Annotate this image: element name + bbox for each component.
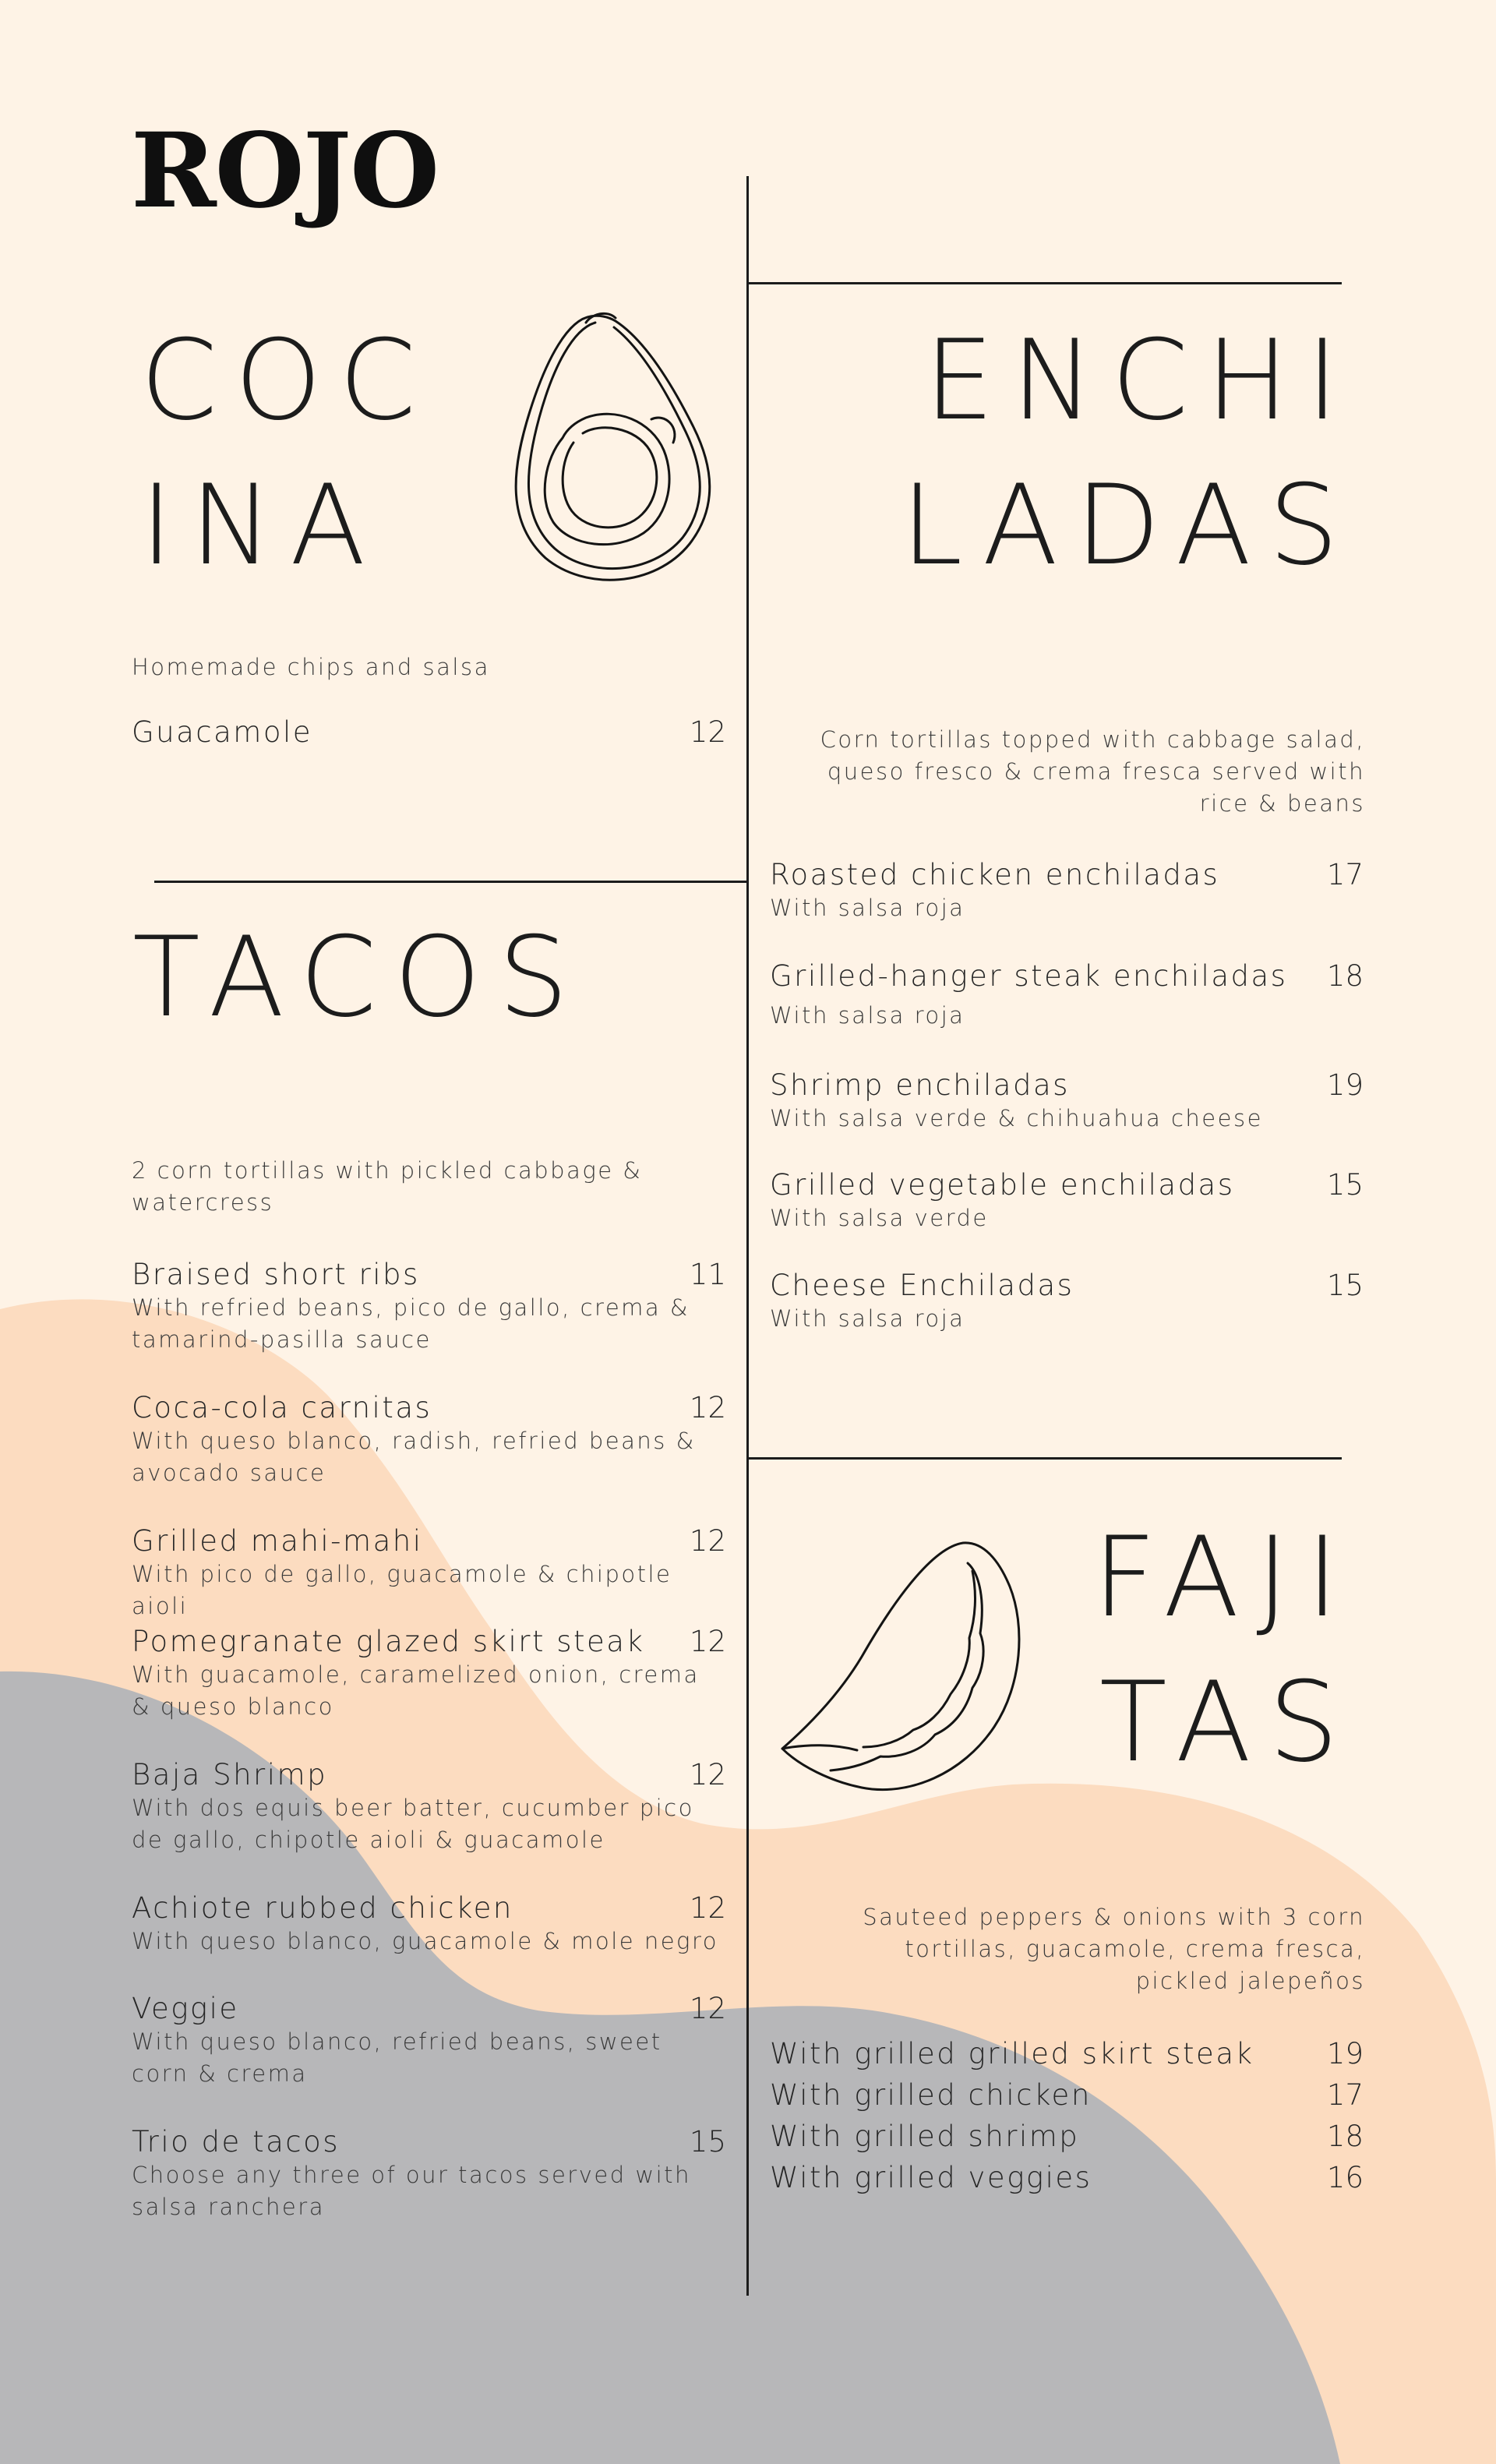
- item-price: 15: [1326, 1269, 1364, 1302]
- tacos-item: [132, 1625, 726, 1723]
- item-name: Pomegranate glazed skirt steak: [132, 1625, 645, 1658]
- item-price: 15: [1326, 1168, 1364, 1202]
- fajitas-title-line2: TAS: [1099, 1658, 1356, 1787]
- item-description: With guacamole, caramelized onion, crema & queso blanco: [132, 1661, 700, 1720]
- item-description: With salsa verde & chihuahua cheese: [770, 1105, 1263, 1131]
- cocina-title-line1: COC: [140, 316, 434, 445]
- fajitas-item: [770, 2120, 1364, 2154]
- item-price: 17: [1326, 858, 1364, 891]
- tacos-item: [132, 1524, 726, 1622]
- item-name: With grilled grilled skirt steak: [770, 2037, 1254, 2070]
- enchiladas-title: [779, 309, 1356, 598]
- item-price: 12: [689, 1891, 726, 1925]
- item-description: With dos equis beer batter, cucumber pico de gallo, chipotle aioli & guacamole: [132, 1795, 694, 1853]
- item-name: With grilled shrimp: [770, 2120, 1080, 2153]
- item-price: 18: [1326, 2120, 1364, 2153]
- item-description: With salsa roja: [770, 895, 965, 921]
- item-price: 12: [689, 715, 726, 749]
- tacos-item: [132, 2125, 726, 2223]
- item-price: 19: [1326, 2037, 1364, 2070]
- tacos-item: [132, 1758, 726, 1856]
- item-name: Guacamole: [132, 715, 313, 749]
- enchiladas-title-line1: ENCHI: [924, 316, 1356, 445]
- item-name: Achiote rubbed chicken: [132, 1891, 513, 1925]
- item-name: Baja Shrimp: [132, 1758, 328, 1792]
- fajitas-item: [770, 2037, 1364, 2071]
- item-price: 15: [689, 2125, 726, 2159]
- item-price: 19: [1326, 1068, 1364, 1102]
- fajitas-title: [779, 1506, 1356, 1795]
- item-price: 12: [689, 1758, 726, 1792]
- enchiladas-item: [770, 1269, 1364, 1335]
- item-name: Cheese Enchiladas: [770, 1269, 1074, 1302]
- item-name: Braised short ribs: [132, 1258, 420, 1291]
- item-price: 16: [1326, 2161, 1364, 2194]
- fajitas-item: [770, 2161, 1364, 2195]
- item-description: With queso blanco, guacamole & mole negro: [132, 1928, 718, 1954]
- enchiladas-intro: Corn tortillas topped with cabbage salad, queso fresco & crema fresca served with rice & beans: [820, 726, 1365, 817]
- brand-logo: ROJO: [131, 111, 439, 231]
- item-description: With refried beans, pico de gallo, crema & tamarind-pasilla sauce: [132, 1294, 690, 1353]
- item-name: Coca-cola carnitas: [132, 1391, 432, 1424]
- item-description: With salsa verde: [770, 1205, 989, 1231]
- fajitas-title-line1: FAJI: [1092, 1513, 1356, 1642]
- item-price: 12: [689, 1524, 726, 1558]
- item-price: 12: [689, 1992, 726, 2025]
- item-description: With queso blanco, radish, refried beans & avocado sauce: [132, 1428, 696, 1486]
- tacos-item: [132, 1992, 726, 2090]
- item-description: With salsa roja: [770, 1305, 965, 1332]
- cocina-intro: Homemade chips and salsa: [132, 654, 490, 680]
- center-divider: [746, 176, 749, 2296]
- fajitas-item: [770, 2078, 1364, 2113]
- item-price: 11: [689, 1258, 726, 1291]
- item-name: Veggie: [132, 1992, 239, 2025]
- enchiladas-title-line2: LADAS: [901, 461, 1356, 590]
- item-description: With queso blanco, refried beans, sweet corn & crema: [132, 2028, 662, 2087]
- item-price: 18: [1326, 959, 1364, 993]
- enchiladas-item: [770, 1068, 1364, 1135]
- item-name: With grilled chicken: [770, 2078, 1092, 2112]
- cocina-title: [140, 309, 433, 598]
- tacos-item: [132, 1391, 726, 1489]
- item-name: Grilled-hanger steak enchiladas: [770, 959, 1288, 993]
- item-description: Choose any three of our tacos served with salsa ranchera: [132, 2162, 691, 2220]
- tacos-item: [132, 1891, 726, 1957]
- item-price: 17: [1326, 2078, 1364, 2112]
- item-price: 12: [689, 1391, 726, 1424]
- tacos-item: [132, 1258, 726, 1356]
- item-name: Roasted chicken enchiladas: [770, 858, 1220, 891]
- item-name: Trio de tacos: [132, 2125, 340, 2159]
- item-name: Shrimp enchiladas: [770, 1068, 1070, 1102]
- enchiladas-item: [770, 959, 1364, 1032]
- item-name: Grilled vegetable enchiladas: [770, 1168, 1235, 1202]
- item-price: 12: [689, 1625, 726, 1658]
- fajitas-intro: Sauteed peppers & onions with 3 corn tortillas, guacamole, crema fresca, pickled jalepeños: [863, 1904, 1365, 1994]
- tacos-title: TACOS: [132, 913, 586, 1042]
- cocina-title-line2: INA: [140, 461, 383, 590]
- item-name: Grilled mahi-mahi: [132, 1524, 423, 1558]
- cocina-item: [132, 715, 726, 750]
- avocado-icon: [499, 310, 717, 591]
- item-name: With grilled veggies: [770, 2161, 1092, 2194]
- item-description: With pico de gallo, guacamole & chipotle aioli: [132, 1561, 672, 1619]
- enchiladas-item: [770, 1168, 1364, 1234]
- enchiladas-item: [770, 858, 1364, 924]
- enchiladas-top-rule: [748, 282, 1342, 284]
- fajitas-top-rule: [748, 1457, 1342, 1460]
- item-description: With salsa roja: [770, 1002, 965, 1029]
- tacos-intro: 2 corn tortillas with pickled cabbage & watercress: [132, 1157, 643, 1216]
- tacos-top-rule: [154, 881, 748, 883]
